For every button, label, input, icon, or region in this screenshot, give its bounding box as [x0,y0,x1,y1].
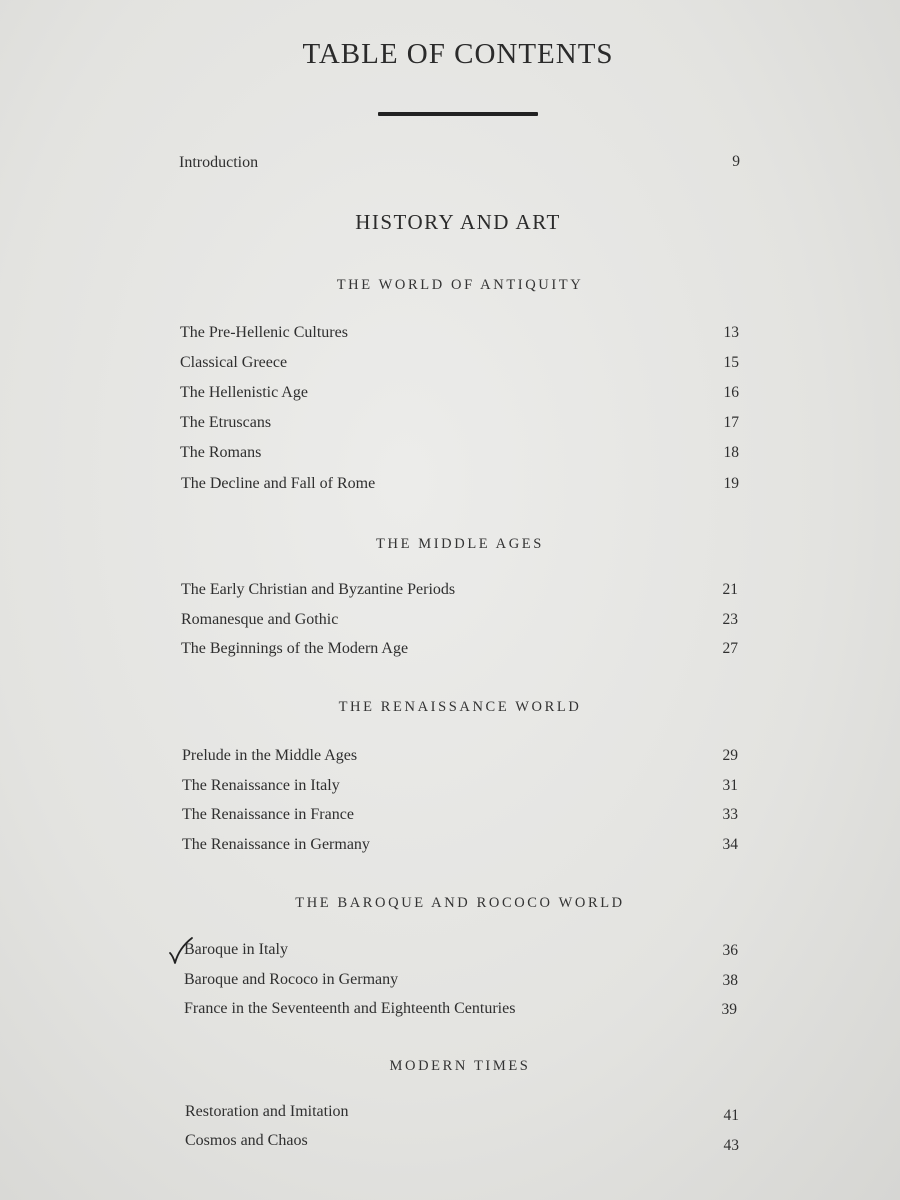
toc-entry: The Beginnings of the Modern Age [181,640,409,657]
toc-page-number: 34 [722,836,738,853]
toc-entry: Romanesque and Gothic [181,611,339,628]
section-heading-middle-ages: THE MIDDLE AGES [376,536,544,552]
toc-entry: Baroque and Rococo in Germany [184,971,399,988]
toc-page-number: 17 [723,414,739,431]
toc-page-number: 23 [722,611,738,628]
toc-page-number: 31 [722,777,738,794]
section-heading-baroque: THE BAROQUE AND ROCOCO WORLD [295,895,625,911]
toc-page-number: 21 [722,581,738,598]
toc-entry: The Pre-Hellenic Cultures [180,324,348,341]
toc-entry: The Renaissance in France [182,806,354,823]
toc-entry: France in the Seventeenth and Eighteenth Centuries [184,1000,516,1017]
toc-page-number: 43 [723,1137,739,1154]
toc-entry: The Early Christian and Byzantine Periods [181,581,456,598]
toc-entry: The Romans [180,444,262,461]
toc-entry: The Etruscans [180,414,272,431]
toc-page-number: 36 [722,942,738,959]
page-title: TABLE OF CONTENTS [302,38,614,70]
section-heading-renaissance: THE RENAISSANCE WORLD [338,699,582,715]
toc-page-number: 33 [722,806,738,823]
part-title: HISTORY AND ART [355,210,561,234]
section-heading-antiquity: THE WORLD OF ANTIQUITY [336,277,584,293]
toc-page-number: 38 [722,972,738,989]
toc-entry: Cosmos and Chaos [185,1132,308,1149]
toc-entry: Classical Greece [180,354,288,371]
toc-page-number: 29 [722,747,738,764]
toc-entry: The Hellenistic Age [180,384,308,401]
toc-page-number: 19 [723,475,739,492]
toc-entry: Prelude in the Middle Ages [182,747,358,764]
toc-page-introduction: 9 [732,153,740,170]
title-underline [378,112,538,116]
section-heading-modern-times: MODERN TIMES [389,1058,531,1074]
toc-page-number: 18 [723,444,739,461]
toc-entry: The Renaissance in Italy [182,777,340,794]
toc-page-number: 13 [723,324,739,341]
toc-page-number: 39 [721,1001,737,1018]
toc-entry: Restoration and Imitation [185,1103,349,1120]
toc-entry: Baroque in Italy [184,941,288,958]
toc-page-number: 15 [723,354,739,371]
toc-page-number: 16 [723,384,739,401]
toc-entry-introduction: Introduction [179,154,259,171]
toc-page-number: 27 [722,640,738,657]
toc-page-number: 41 [723,1107,739,1124]
toc-entry: The Decline and Fall of Rome [181,475,376,492]
toc-entry: The Renaissance in Germany [182,836,370,853]
